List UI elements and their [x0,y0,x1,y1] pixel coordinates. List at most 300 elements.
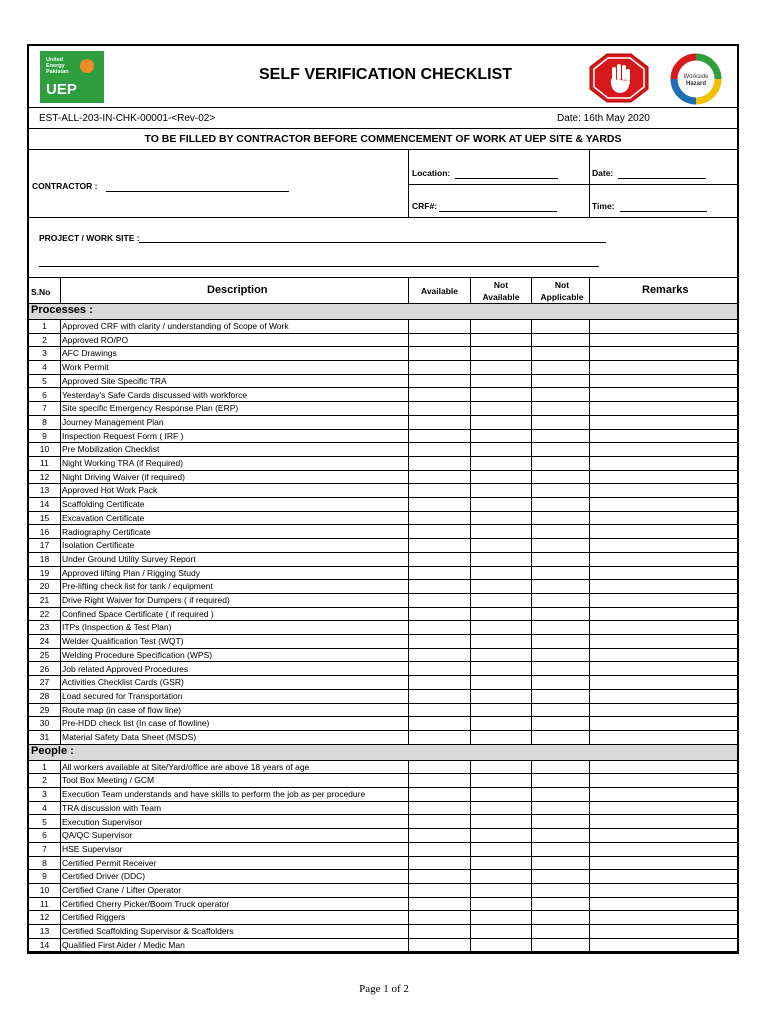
not-applicable-cell[interactable] [531,843,589,855]
available-cell[interactable] [408,774,470,786]
not-applicable-cell[interactable] [531,580,589,592]
remarks-cell[interactable] [589,802,737,814]
not-applicable-cell[interactable] [531,608,589,620]
remarks-cell[interactable] [589,526,737,538]
available-cell[interactable] [408,635,470,647]
not-applicable-cell[interactable] [531,484,589,496]
not-applicable-cell[interactable] [531,829,589,841]
page-title: SELF VERIFICATION CHECKLIST [259,66,513,83]
not-available-cell[interactable] [470,649,531,661]
not-applicable-cell[interactable] [531,676,589,688]
available-cell[interactable] [408,471,470,483]
available-cell[interactable] [408,870,470,882]
row-number: 11 [40,898,49,909]
available-cell[interactable] [408,676,470,688]
location-field[interactable] [455,178,558,179]
remarks-cell[interactable] [589,939,737,951]
row-description: HSE Supervisor [62,843,123,854]
remarks-cell[interactable] [589,320,737,332]
not-available-cell[interactable] [470,594,531,606]
row-number: 18 [39,553,50,564]
logo-line1: United [46,57,64,63]
available-cell[interactable] [408,608,470,620]
table-row [29,375,737,389]
table-row [29,512,737,526]
row-description: Yesterday's Safe Cards discussed with workforce [62,389,248,400]
remarks-cell[interactable] [589,774,737,786]
available-cell[interactable] [408,430,470,442]
row-number: 14 [39,499,50,510]
col-not-applicable: Not Applicable [540,280,584,302]
table-row [29,526,737,540]
row-number: 12 [39,912,50,923]
not-available-cell[interactable] [470,347,531,359]
not-available-cell[interactable] [470,580,531,592]
row-number: 13 [39,926,50,937]
remarks-cell[interactable] [589,690,737,702]
not-available-cell[interactable] [470,567,531,579]
not-applicable-cell[interactable] [531,690,589,702]
remarks-cell[interactable] [589,580,737,592]
not-available-cell[interactable] [470,539,531,551]
not-applicable-cell[interactable] [531,334,589,346]
remarks-cell[interactable] [589,788,737,800]
not-applicable-cell[interactable] [531,621,589,633]
row-description: Certified Scaffolding Supervisor & Scaffolders [62,926,234,937]
row-description: Certified Driver (DDC) [62,871,146,882]
row-number: 19 [39,567,50,578]
row-description: Night Working TRA (if Required) [62,458,184,468]
table-row [29,663,737,677]
not-applicable-cell[interactable] [531,870,589,882]
available-cell[interactable] [408,580,470,592]
row-number: 7 [42,843,47,854]
not-available-cell[interactable] [470,621,531,633]
available-cell[interactable] [408,788,470,800]
not-available-cell[interactable] [470,402,531,414]
not-available-cell[interactable] [470,829,531,841]
not-available-cell[interactable] [470,717,531,729]
remarks-cell[interactable] [589,635,737,647]
crf-field[interactable] [439,211,557,212]
row-number: 3 [42,789,47,800]
table-row [29,911,737,925]
table-row [29,621,737,635]
row-number: 7 [42,403,47,414]
project-field[interactable] [139,242,606,243]
section-heading: People : [29,745,737,761]
row-description: Inspection Request Form ( IRF ) [62,430,184,441]
not-applicable-cell[interactable] [531,635,589,647]
available-cell[interactable] [408,621,470,633]
project-block [29,218,737,278]
col-sno: S.No [31,287,51,297]
not-applicable-cell[interactable] [531,402,589,414]
remarks-cell[interactable] [589,471,737,483]
table-row [29,857,737,871]
available-cell[interactable] [408,347,470,359]
table-row [29,925,737,939]
row-number: 28 [39,690,50,701]
not-applicable-cell[interactable] [531,939,589,951]
remarks-cell[interactable] [589,484,737,496]
row-description: AFC Drawings [62,348,117,359]
table-row [29,402,737,416]
available-cell[interactable] [408,526,470,538]
col-not-available: Not Available [482,280,520,302]
table-row [29,761,737,775]
table-row [29,898,737,912]
ring-text-1: Workside [683,74,709,80]
available-cell[interactable] [408,457,470,469]
not-applicable-cell[interactable] [531,731,589,743]
row-number: 23 [39,622,50,633]
not-applicable-cell[interactable] [531,498,589,510]
not-available-cell[interactable] [470,389,531,401]
remarks-cell[interactable] [589,857,737,869]
row-number: 31 [39,732,50,742]
not-available-cell[interactable] [470,471,531,483]
date-field[interactable] [618,178,706,179]
table-row [29,774,737,788]
remarks-cell[interactable] [589,898,737,910]
not-applicable-cell[interactable] [531,375,589,387]
row-description: Night Driving Waiver (if required) [62,471,185,482]
not-available-cell[interactable] [470,911,531,923]
table-row [29,580,737,594]
available-cell[interactable] [408,731,470,743]
available-cell[interactable] [408,416,470,428]
available-cell[interactable] [408,663,470,675]
not-available-cell[interactable] [470,884,531,896]
table-row [29,498,737,512]
not-available-cell[interactable] [470,375,531,387]
available-cell[interactable] [408,375,470,387]
available-cell[interactable] [408,884,470,896]
remarks-cell[interactable] [589,430,737,442]
table-row [29,788,737,802]
row-number: 12 [39,471,50,482]
remarks-cell[interactable] [589,717,737,729]
not-applicable-cell[interactable] [531,443,589,455]
row-description: Execution Team understands and have skills to perform the job as per procedure [62,789,366,800]
not-available-cell[interactable] [470,443,531,455]
not-applicable-cell[interactable] [531,512,589,524]
not-applicable-cell[interactable] [531,649,589,661]
row-description: QA/QC Supervisor [62,830,133,841]
not-available-cell[interactable] [470,774,531,786]
table-row [29,389,737,403]
available-cell[interactable] [408,443,470,455]
not-available-cell[interactable] [470,676,531,688]
row-number: 25 [39,649,50,660]
not-available-cell[interactable] [470,704,531,716]
remarks-cell[interactable] [589,870,737,882]
row-number: 27 [39,677,50,688]
table-row [29,635,737,649]
remarks-cell[interactable] [589,375,737,387]
not-available-cell[interactable] [470,608,531,620]
available-cell[interactable] [408,389,470,401]
not-available-cell[interactable] [470,788,531,800]
available-cell[interactable] [408,484,470,496]
not-available-cell[interactable] [470,870,531,882]
row-description: Certified Riggers [62,912,126,923]
header [29,46,737,108]
row-description: Pre Mobilization Checklist [62,444,160,455]
remarks-cell[interactable] [589,443,737,455]
row-number: 15 [39,512,50,523]
row-number: 8 [42,416,47,427]
row-description: All workers available at Site/Yard/office are above 18 years of age [62,761,310,772]
col-description: Description [207,284,268,296]
row-description: Qualified First Aider / Medic Man [62,939,185,950]
not-applicable-cell[interactable] [531,389,589,401]
available-cell[interactable] [408,717,470,729]
not-applicable-cell[interactable] [531,416,589,428]
remarks-cell[interactable] [589,911,737,923]
table-row [29,320,737,334]
not-applicable-cell[interactable] [531,457,589,469]
table-row [29,939,737,953]
remarks-cell[interactable] [589,567,737,579]
row-description: Journey Management Plan [62,416,164,427]
not-available-cell[interactable] [470,553,531,565]
row-number: 2 [42,775,47,786]
row-description: Certified Permit Receiver [62,857,157,868]
contractor-label: CONTRACTOR : [32,181,98,191]
not-available-cell[interactable] [470,416,531,428]
row-number: 5 [42,816,47,827]
available-cell[interactable] [408,594,470,606]
not-applicable-cell[interactable] [531,526,589,538]
not-available-cell[interactable] [470,731,531,743]
available-cell[interactable] [408,843,470,855]
row-number: 5 [42,375,47,386]
not-available-cell[interactable] [470,690,531,702]
not-applicable-cell[interactable] [531,911,589,923]
remarks-cell[interactable] [589,347,737,359]
contractor-block [29,150,737,218]
table-row [29,884,737,898]
row-number: 14 [39,939,50,950]
available-cell[interactable] [408,690,470,702]
remarks-cell[interactable] [589,829,737,841]
remarks-cell[interactable] [589,389,737,401]
available-cell[interactable] [408,829,470,841]
remarks-cell[interactable] [589,457,737,469]
remarks-cell[interactable] [589,843,737,855]
table-row [29,717,737,731]
not-available-cell[interactable] [470,526,531,538]
row-number: 17 [39,540,50,551]
col-available: Available [421,286,459,296]
time-field[interactable] [620,211,707,212]
remarks-cell[interactable] [589,649,737,661]
banner [29,129,737,150]
table-row [29,457,737,471]
row-number: 9 [42,871,47,882]
not-available-cell[interactable] [470,361,531,373]
column-headers [29,278,737,304]
row-description: Isolation Certificate [62,540,135,551]
not-available-cell[interactable] [470,320,531,332]
row-description: Certified Cherry Picker/Boom Truck operator [62,898,230,909]
available-cell[interactable] [408,816,470,828]
not-available-cell[interactable] [470,802,531,814]
remarks-cell[interactable] [589,884,737,896]
remarks-cell[interactable] [589,512,737,524]
not-applicable-cell[interactable] [531,884,589,896]
row-number: 29 [39,704,50,715]
row-description: Pre-lifting check list for tank / equipment [62,581,213,592]
table-row [29,347,737,361]
row-description: Approved Hot Work Pack [62,485,158,496]
remarks-cell[interactable] [589,553,737,565]
not-available-cell[interactable] [470,512,531,524]
row-description: Site specific Emergency Response Plan (ERP) [62,403,239,414]
row-number: 21 [39,595,50,605]
table-row [29,843,737,857]
row-number: 6 [42,389,47,400]
remarks-cell[interactable] [589,621,737,633]
available-cell[interactable] [408,567,470,579]
not-applicable-cell[interactable] [531,717,589,729]
available-cell[interactable] [408,512,470,524]
not-applicable-cell[interactable] [531,430,589,442]
doc-date: Date: 16th May 2020 [557,113,650,124]
remarks-cell[interactable] [589,676,737,688]
not-applicable-cell[interactable] [531,774,589,786]
remarks-cell[interactable] [589,594,737,606]
available-cell[interactable] [408,553,470,565]
remarks-cell[interactable] [589,498,737,510]
not-applicable-cell[interactable] [531,925,589,937]
crf-label: CRF#: [412,201,438,211]
not-applicable-cell[interactable] [531,347,589,359]
available-cell[interactable] [408,539,470,551]
remarks-cell[interactable] [589,361,737,373]
remarks-cell[interactable] [589,539,737,551]
remarks-cell[interactable] [589,402,737,414]
remarks-cell[interactable] [589,416,737,428]
row-description: Material Safety Data Sheet (MSDS) [62,732,197,742]
available-cell[interactable] [408,925,470,937]
not-applicable-cell[interactable] [531,594,589,606]
table-row [29,484,737,498]
date-label: Date: [592,168,614,178]
not-applicable-cell[interactable] [531,704,589,716]
row-number: 9 [42,430,47,441]
not-available-cell[interactable] [470,939,531,951]
row-description: Approved Site Specific TRA [62,375,167,386]
not-applicable-cell[interactable] [531,553,589,565]
not-available-cell[interactable] [470,498,531,510]
not-applicable-cell[interactable] [531,471,589,483]
not-available-cell[interactable] [470,663,531,675]
available-cell[interactable] [408,334,470,346]
row-number: 22 [39,608,50,619]
not-applicable-cell[interactable] [531,361,589,373]
row-description: Drive Right Waiver for Dumpers ( if required) [62,595,230,605]
not-available-cell[interactable] [470,635,531,647]
not-applicable-cell[interactable] [531,788,589,800]
remarks-cell[interactable] [589,663,737,675]
not-available-cell[interactable] [470,898,531,910]
not-available-cell[interactable] [470,761,531,773]
available-cell[interactable] [408,898,470,910]
row-description: Load secured for Transportation [62,690,183,701]
not-applicable-cell[interactable] [531,567,589,579]
row-description: Work Permit [62,362,109,373]
row-number: 10 [39,885,50,895]
not-available-cell[interactable] [470,484,531,496]
not-applicable-cell[interactable] [531,320,589,332]
available-cell[interactable] [408,802,470,814]
table-row [29,802,737,816]
not-applicable-cell[interactable] [531,816,589,828]
not-available-cell[interactable] [470,816,531,828]
table-row [29,649,737,663]
available-cell[interactable] [408,939,470,951]
not-applicable-cell[interactable] [531,857,589,869]
not-available-cell[interactable] [470,457,531,469]
available-cell[interactable] [408,361,470,373]
available-cell[interactable] [408,649,470,661]
not-applicable-cell[interactable] [531,539,589,551]
remarks-cell[interactable] [589,731,737,743]
not-available-cell[interactable] [470,430,531,442]
not-applicable-cell[interactable] [531,802,589,814]
col-remarks: Remarks [642,284,689,296]
not-available-cell[interactable] [470,843,531,855]
row-description: Excavation Certificate [62,512,145,523]
row-number: 8 [42,857,47,868]
remarks-cell[interactable] [589,334,737,346]
available-cell[interactable] [408,498,470,510]
not-available-cell[interactable] [470,857,531,869]
available-cell[interactable] [408,402,470,414]
available-cell[interactable] [408,320,470,332]
row-number: 24 [39,636,50,647]
not-available-cell[interactable] [470,925,531,937]
remarks-cell[interactable] [589,816,737,828]
row-description: Pre-HDD check list (In case of flowline) [62,718,210,729]
available-cell[interactable] [408,761,470,773]
row-description: Approved CRF with clarity / understanding of Scope of Work [62,321,289,331]
available-cell[interactable] [408,857,470,869]
ring-text-2: Hazard [685,81,707,87]
not-applicable-cell[interactable] [531,761,589,773]
not-applicable-cell[interactable] [531,898,589,910]
remarks-cell[interactable] [589,704,737,716]
remarks-cell[interactable] [589,761,737,773]
contractor-field[interactable] [106,191,289,192]
table-row [29,690,737,704]
available-cell[interactable] [408,704,470,716]
remarks-cell[interactable] [589,925,737,937]
available-cell[interactable] [408,911,470,923]
row-description: Scaffolding Certificate [62,499,145,510]
not-available-cell[interactable] [470,334,531,346]
not-applicable-cell[interactable] [531,663,589,675]
table-row [29,471,737,485]
remarks-cell[interactable] [589,608,737,620]
row-number: 3 [42,348,47,359]
project-field-2[interactable] [39,266,599,267]
table-row [29,704,737,718]
table-row [29,430,737,444]
